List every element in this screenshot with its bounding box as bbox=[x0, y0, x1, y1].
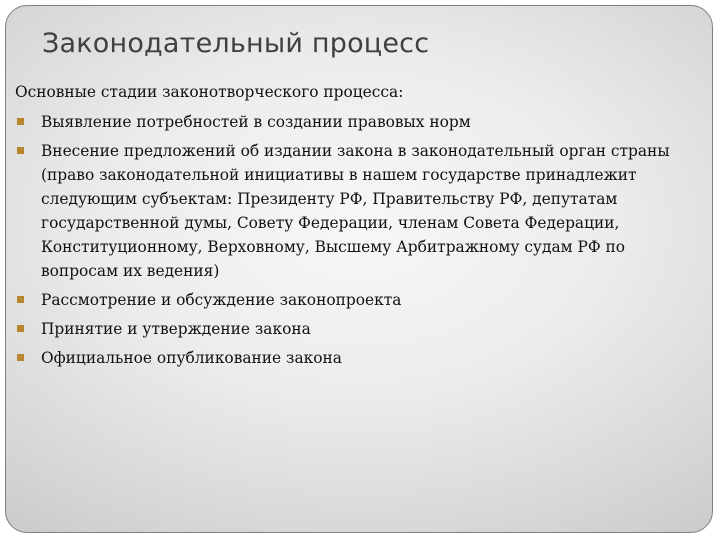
bullet-text: Принятие и утверждение закона bbox=[41, 320, 311, 338]
bullet-text: Выявление потребностей в создании правовых норм bbox=[41, 113, 471, 131]
bullet-item bbox=[15, 288, 705, 312]
bullet-text: Официальное опубликование закона bbox=[41, 349, 342, 367]
bullet-item bbox=[15, 346, 705, 370]
slide-body bbox=[15, 80, 705, 375]
square-bullet-icon bbox=[17, 296, 24, 303]
bullet-item bbox=[15, 110, 705, 134]
bullet-item bbox=[15, 139, 705, 283]
square-bullet-icon bbox=[17, 354, 24, 361]
square-bullet-icon bbox=[17, 147, 24, 154]
bullet-list bbox=[15, 110, 705, 370]
square-bullet-icon bbox=[17, 118, 24, 125]
bullet-item bbox=[15, 317, 705, 341]
bullet-text: Рассмотрение и обсуждение законопроекта bbox=[41, 291, 402, 309]
bullet-text: Внесение предложений об издании закона в законодательный орган страны (право законодательной инициативы в нашем государстве принадлежит следующим субъектам: Президенту РФ, Правительству РФ, депутатам государственной думы, Совету Федерации, членам Совета Федерации, Конституционному, Верховному, Высшему Арбитражному судам РФ по вопросам их ведения) bbox=[41, 142, 670, 280]
slide bbox=[5, 5, 713, 533]
intro-text: Основные стадии законотворческого процесса: bbox=[15, 83, 404, 101]
square-bullet-icon bbox=[17, 325, 24, 332]
slide-title: Законодательный процесс bbox=[42, 28, 430, 59]
